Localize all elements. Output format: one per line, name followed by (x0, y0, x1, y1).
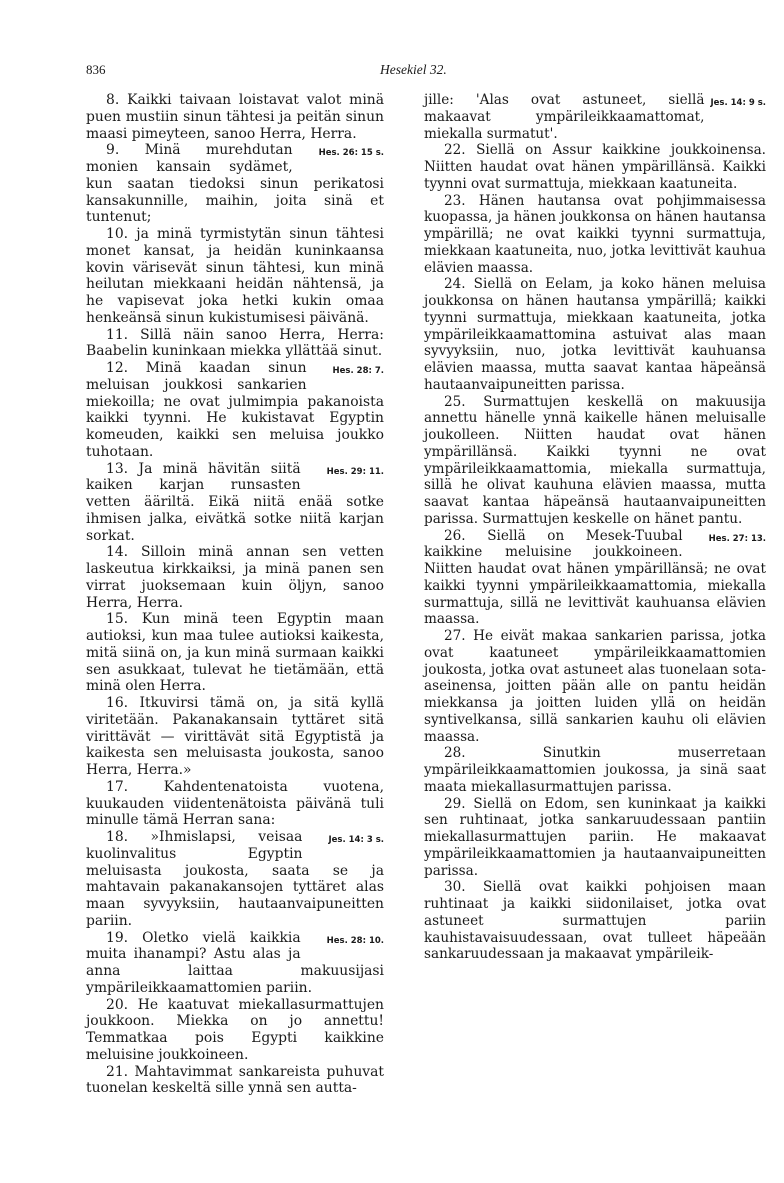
cross-reference: Hes. 27: 13. (708, 533, 766, 544)
verse-paragraph (424, 745, 766, 795)
verse-paragraph (86, 997, 384, 1064)
cross-reference: Hes. 29: 11. (326, 466, 384, 477)
verse-text: 12. Minä kaadan sinun meluisan joukkosi sankarien miekoilla; ne ovat julmimpia pakanoista kaikki tyynni. He kukistavat Egyptin komeuden, kaikki sen meluisa joukko tuhotaan. (86, 360, 384, 460)
verse-paragraph (424, 92, 766, 142)
right-text-column (424, 92, 766, 963)
verse-text: 18. »Ihmislapsi, veisaa kuolinvalitus Egyptin meluisasta joukosta, saata se ja mahtavain pakanakansojen tyttäret alas maan syvyyksiin, hautaanvaipuneitten pariin. (86, 829, 384, 929)
verse-text: 29. Siellä on Edom, sen kuninkaat ja kaikki sen ruhtinaat, jotka sankaruudessaan pantiin miekallasurmattujen pariin. He makaavat ympärileikkaamattomien ja hautaanvaipuneitten parissa. (424, 795, 766, 879)
verse-paragraph (424, 142, 766, 192)
verse-text: 8. Kaikki taivaan loistavat valot minä puen mustiin sinun tähtesi ja peitän sinun maasi pimeyteen, sanoo Herra, Herra. (86, 92, 384, 142)
verse-text: 30. Siellä ovat kaikki pohjoisen maan ruhtinaat ja kaikki siidonilaiset, jotka ovat astuneet surmattujen pariin kauhistavaisuudessaan, ovat tulleet häpeään sankaruudessaan ja makaavat ympärileik- (424, 879, 766, 963)
verse-paragraph (86, 360, 384, 461)
verse-text: 15. Kun minä teen Egyptin maan autioksi, kun maa tulee autioksi kaikesta, mitä siinä on, ja kun minä surmaan kaikki sen asukkaat, tulevat he tietämään, että minä olen Herra. (86, 611, 384, 695)
verse-paragraph (86, 1064, 384, 1098)
verse-text: 13. Ja minä hävitän siitä kaiken karjan runsasten vetten ääriltä. Eikä niitä enää sotke ihmisen jalka, eivätkä sotke niitä karjan sorkat. (86, 460, 384, 544)
page-number: 836 (86, 62, 106, 77)
verse-paragraph (424, 193, 766, 277)
verse-paragraph (86, 461, 384, 545)
verse-paragraph (86, 226, 384, 327)
verse-text: 21. Mahtavimmat sankareista puhuvat tuonelan keskeltä sille ynnä sen autta- (86, 1063, 384, 1097)
cross-reference: Jes. 14: 3 s. (328, 835, 384, 845)
verse-text: 27. He eivät makaa sankarien parissa, jotka ovat kaatuneet ympärileikkaamattomien joukosta, jotka ovat astuneet alas tuonelaan sota-aseinensa, joitten pään alle on pantu heidän miekkansa ja joitten luiden yllä on heidän syntivelkansa, sillä sankarien kauhu oli elävien maassa. (424, 628, 766, 745)
cross-reference: Hes. 26: 15 s. (318, 148, 384, 159)
verse-text: 19. Oletko vielä kaikkia muita ihanampi? Astu alas ja anna laittaa makuusijasi ympärileikkaamattomien pariin. (86, 929, 384, 996)
verse-paragraph (86, 930, 384, 997)
verse-paragraph (424, 394, 766, 528)
verse-paragraph (424, 276, 766, 393)
verse-paragraph (86, 544, 384, 611)
verse-text: 17. Kahdentenatoista vuotena, kuukauden viidentenätoista päivänä tuli minulle tämä Herran sana: (86, 778, 384, 829)
verse-paragraph (86, 779, 384, 829)
left-text-column (86, 92, 384, 1097)
verse-text: 23. Hänen hautansa ovat pohjimmaisessa kuopassa, ja hänen joukkonsa on hänen hautansa ympärillä; ne ovat kaikki tyynni surmattuja, miekkaan kaatuneita, nuo, jotka levittivät kauhua elävien maassa. (424, 192, 766, 276)
verse-paragraph (424, 879, 766, 963)
verse-paragraph (86, 829, 384, 930)
cross-reference: Hes. 28: 7. (332, 366, 384, 376)
verse-text: 14. Silloin minä annan sen vetten laskeutua kirkkaiksi, ja minä panen sen virrat juoksemaan kuin öljyn, sanoo Herra, Herra. (86, 544, 384, 611)
verse-text: 24. Siellä on Eelam, ja koko hänen meluisa joukkonsa on hänen hautansa ympärillä; kaikki tyynni surmattuja, miekkaan kaatuneita, jotka ympärileikkaamattomina astuivat alas maan syvyyksiin, nuo, jotka levittivät kauhuansa elävien maassa, mutta saavat kantaa häpeänsä hautaanvaipuneitten parissa. (424, 276, 766, 393)
page-header (0, 62, 784, 84)
cross-reference: Hes. 28: 10. (326, 935, 384, 946)
verse-paragraph (424, 796, 766, 880)
verse-text: 10. ja minä tyrmistytän sinun tähtesi monet kansat, ja heidän kuninkaansa kovin värisevät sinun tähtesi, kun minä heilutan miekkaani heidän nähtensä, ja he vapisevat joka hetki kukin omaa henkeänsä sinun kukistumisesi päivänä. (86, 226, 384, 326)
verse-paragraph (86, 327, 384, 361)
verse-paragraph (86, 142, 384, 226)
verse-text: 26. Siellä on Mesek-Tuubal kaikkine meluisine joukkoineen. Niitten haudat ovat hänen ympärillänsä; ne ovat kaikki tyynni ympärileikkaamattomia, miekalla surmattuja, sillä ne levittivät kauhuansa elävien maassa. (424, 527, 766, 628)
cross-reference: Jes. 14: 9 s. (710, 98, 766, 108)
verse-paragraph (424, 528, 766, 629)
verse-paragraph (424, 628, 766, 745)
verse-text: 16. Itkuvirsi tämä on, ja sitä kyllä viritetään. Pakanakansain tyttäret sitä virittävät — virittävät sitä Egyptistä ja kaikesta sen meluisasta joukosta, sanoo Herra, Herra.» (86, 695, 384, 778)
verse-text: 9. Minä murehdutan monien kansain sydämet, kun saatan tiedoksi sinun perikatosi kansakunnille, maihin, joita sinä et tuntenut; (86, 142, 384, 226)
verse-text: 20. He kaatuvat miekallasurmattujen joukkoon. Miekka on jo annettu! Temmatkaa pois Egypti kaikkine meluisine joukkoineen. (86, 996, 384, 1063)
verse-paragraph (86, 611, 384, 695)
verse-text: 22. Siellä on Assur kaikkine joukkoinensa. Niitten haudat ovat hänen ympärillänsä. Kaikki tyynni ovat surmattuja, miekkaan kaatuneita. (424, 142, 766, 192)
verse-text: 25. Surmattujen keskellä on makuusija annettu hänelle ynnä kaikelle hänen meluisalle joukolleen. Niitten haudat ovat hänen ympärillänsä. Kaikki tyynni ne ovat ympärileikkaamattomia, miekalla surmattuja, sillä he olivat kauhuna elävien maassa, mutta saavat kantaa häpeänsä hautaanvaipuneitten parissa. Surmattujen keskelle on hänet pantu. (424, 393, 766, 527)
verse-text: jille: 'Alas ovat astuneet, siellä makaavat ympärileikkaamattomat, miekalla surmatut'. (424, 92, 705, 142)
verse-paragraph (86, 92, 384, 142)
verse-paragraph (86, 695, 384, 779)
verse-text: 28. Sinutkin muserretaan ympärileikkaamattomien joukossa, ja sinä saat maata miekallasurmattujen parissa. (424, 745, 766, 795)
verse-text: 11. Sillä näin sanoo Herra, Herra: Baabelin kuninkaan miekka yllättää sinut. (86, 326, 384, 360)
running-title: Hesekiel 32. (380, 62, 447, 77)
